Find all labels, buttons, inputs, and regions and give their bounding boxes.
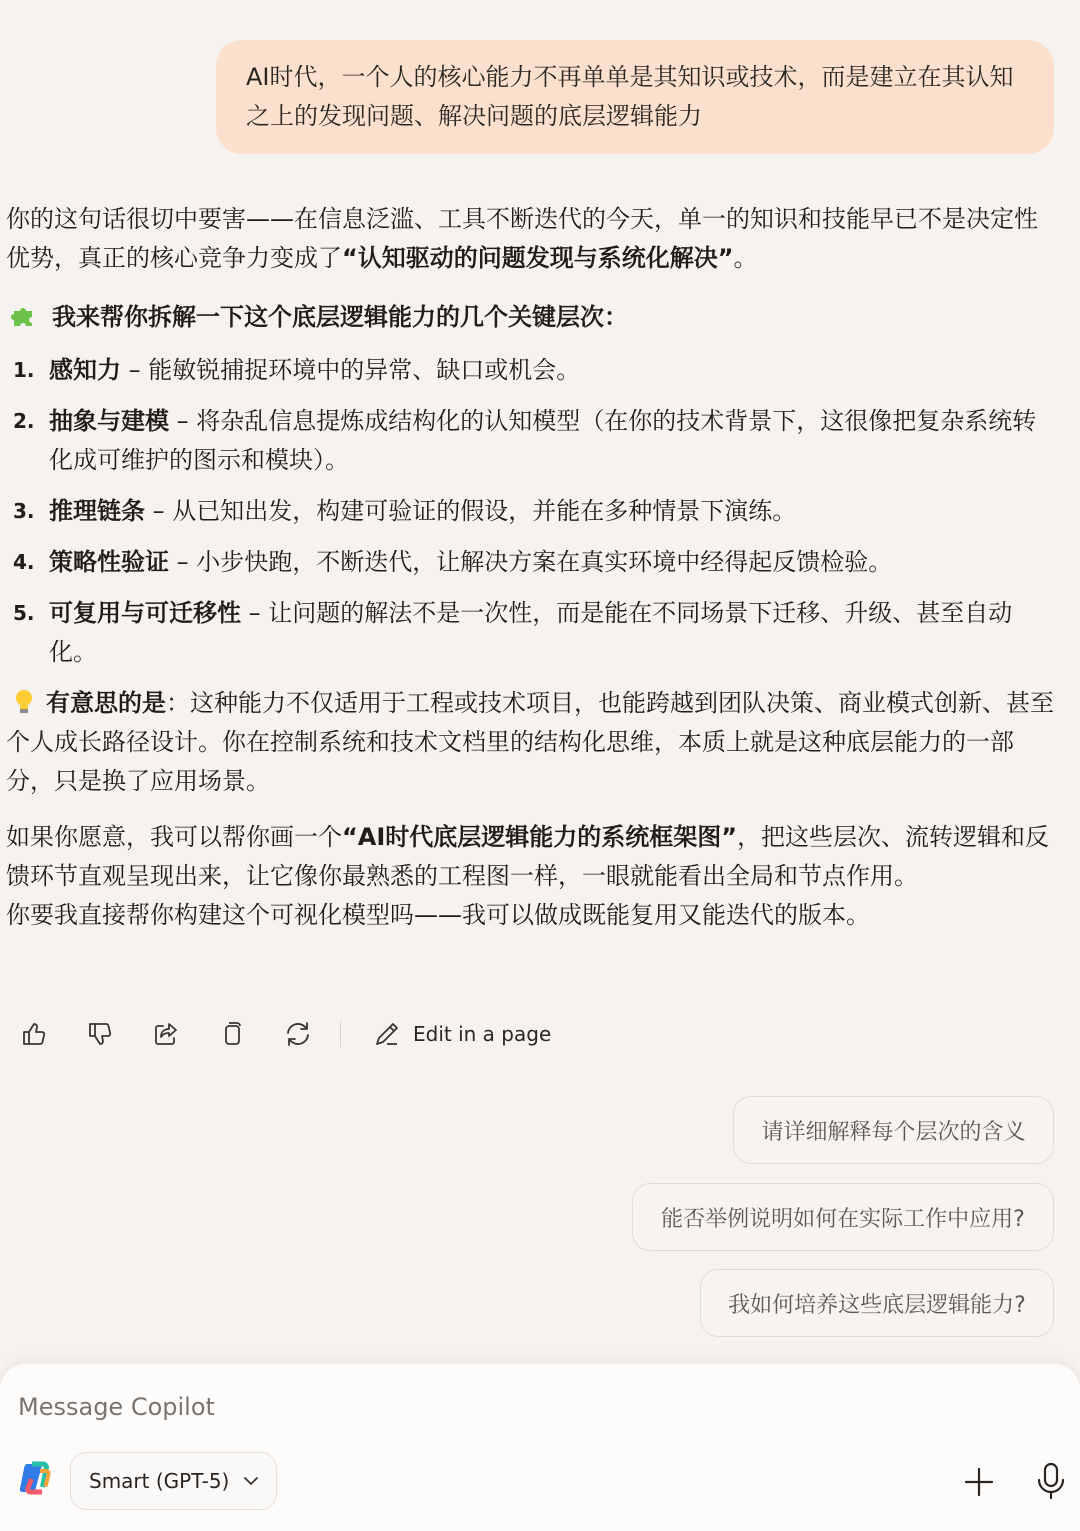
item-number: 1. (13, 358, 35, 382)
response-intro (6, 200, 1056, 278)
closing-line (6, 896, 1056, 935)
intro-end: 。 (733, 244, 758, 272)
item-number: 4. (13, 550, 35, 574)
model-label: Smart (GPT-5) (89, 1469, 230, 1493)
offer-post: ，把这些层次、流转逻辑和反馈环节直观呈现出来，让它像你最熟悉的工程图一样，一眼就能看出全局和节点作用。 (6, 823, 1050, 890)
item-title: 抽象与建模 (49, 407, 169, 435)
edit-in-page-button[interactable] (373, 1020, 551, 1048)
suggestion-chip[interactable] (700, 1269, 1054, 1337)
suggestion-chip[interactable] (632, 1183, 1054, 1251)
list-item (6, 351, 1056, 390)
item-text: – 将杂乱信息提炼成结构化的认知模型（在你的技术背景下，这很像把复杂系统转化成可维护的图示和模块）。 (49, 407, 1037, 474)
list-item (6, 594, 1056, 672)
thumbs-down-icon[interactable] (84, 1018, 116, 1050)
insight-bold: 有意思的是 (46, 689, 166, 717)
offer-bold: “AI时代底层逻辑能力的系统框架图” (342, 823, 738, 851)
microphone-button[interactable] (1034, 1461, 1068, 1501)
offer-pre: 如果你愿意，我可以帮你画一个 (6, 823, 342, 851)
item-number: 3. (13, 499, 35, 523)
copy-icon[interactable] (216, 1018, 248, 1050)
suggestion-text: 我如何培养这些底层逻辑能力? (728, 1292, 1026, 1318)
thumbs-up-icon[interactable] (18, 1018, 50, 1050)
intro-bold: “认知驱动的问题发现与系统化解决” (342, 244, 734, 272)
suggestion-text: 请详细解释每个层次的含义 (761, 1119, 1026, 1145)
insight-paragraph (6, 684, 1056, 801)
item-number: 5. (13, 601, 35, 625)
item-title: 感知力 (49, 356, 121, 384)
lightbulb-icon (10, 688, 38, 716)
assistant-response (6, 200, 1056, 952)
insight-text: ：这种能力不仅适用于工程或技术项目，也能跨越到团队决策、商业模式创新、甚至个人成长路径设计。你在控制系统和技术文档里的结构化思维，本质上就是这种底层能力的一部分，只是换了应用场景。 (6, 689, 1054, 795)
list-item (6, 543, 1056, 582)
suggestion-text: 能否举例说明如何在实际工作中应用? (661, 1206, 1025, 1232)
list-item (6, 402, 1056, 480)
item-text: – 让问题的解法不是一次性，而是能在不同场景下迁移、升级、甚至自动化。 (49, 599, 1013, 666)
intro-text: 你的这句话很切中要害——在信息泛滥、工具不断迭代的今天，单一的知识和技能早已不是决定性优势，真正的核心竞争力变成了 (6, 205, 1038, 272)
plus-icon (962, 1465, 996, 1499)
message-input[interactable] (16, 1386, 920, 1428)
heading-text: 我来帮你拆解一下这个底层逻辑能力的几个关键层次： (52, 303, 628, 331)
divider (340, 1021, 341, 1047)
share-icon[interactable] (150, 1018, 182, 1050)
response-actions (18, 1014, 551, 1054)
item-text: – 能敏锐捕捉环境中的异常、缺口或机会。 (121, 356, 581, 384)
suggestion-chip[interactable] (733, 1096, 1054, 1164)
user-message (216, 40, 1054, 154)
list-item (6, 492, 1056, 531)
copilot-logo-icon (18, 1461, 52, 1495)
edit-in-page-label: Edit in a page (413, 1022, 552, 1046)
add-attachment-button[interactable] (962, 1465, 996, 1499)
offer-paragraph (6, 818, 1056, 896)
closing-text: 你要我直接帮你构建这个可视化模型吗——我可以做成既能复用又能迭代的版本。 (6, 901, 870, 929)
regenerate-icon[interactable] (282, 1018, 314, 1050)
pencil-icon (373, 1020, 401, 1048)
item-text: – 从已知出发，构建可验证的假设，并能在多种情景下演练。 (145, 497, 797, 525)
item-text: – 小步快跑，不断迭代，让解决方案在真实环境中经得起反馈检验。 (169, 548, 893, 576)
model-selector[interactable] (70, 1452, 277, 1510)
item-title: 推理链条 (49, 497, 145, 525)
chevron-down-icon (243, 1476, 259, 1486)
item-title: 策略性验证 (49, 548, 169, 576)
user-message-text: AI时代，一个人的核心能力不再单单是其知识或技术，而是建立在其认知之上的发现问题、解决问题的底层逻辑能力 (246, 63, 1014, 130)
item-title: 可复用与可迁移性 (49, 599, 241, 627)
item-number: 2. (13, 409, 35, 433)
section-heading (6, 295, 1056, 334)
microphone-icon (1034, 1461, 1068, 1501)
puzzle-piece-icon (10, 301, 38, 329)
layer-list (6, 351, 1056, 672)
message-composer (0, 1364, 1080, 1531)
